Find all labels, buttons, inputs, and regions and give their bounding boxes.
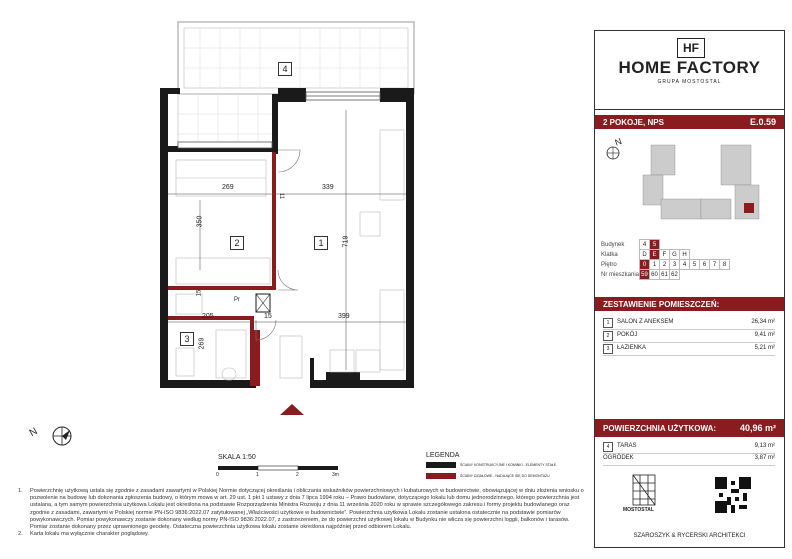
room-number-2: 2 (230, 236, 244, 250)
legend-title: LEGENDA (426, 452, 460, 459)
room-row-name: SALON Z ANEKSEM (617, 319, 674, 325)
selector-value[interactable]: 3 (670, 260, 680, 270)
contractor-name: MOSTOSTAL (623, 507, 654, 513)
extra-row-name: TARAS (617, 443, 637, 449)
selector-label: Klatka (601, 251, 618, 258)
room-row-name: POKÓJ (617, 332, 638, 338)
extra-row-area: 3,87 m² (754, 455, 775, 461)
key-plan-compass-icon (607, 147, 619, 159)
dimension-15-b: 15 (264, 313, 272, 320)
selector-label: Piętro (601, 261, 617, 268)
scale-tick-0: 0 (216, 472, 219, 478)
room-row (603, 331, 775, 343)
room-row-area: 9,41 m² (754, 332, 775, 338)
usable-area-bar (595, 419, 784, 437)
selector-label: Nr mieszkania (601, 271, 640, 278)
extra-row-name: OGRÓDEK (603, 455, 634, 461)
dimension-205: 205 (202, 313, 214, 320)
room-number-3: 3 (180, 332, 194, 346)
qr-code-icon (715, 477, 751, 513)
unit-selector (601, 239, 730, 280)
terrace-area (178, 22, 414, 146)
room-number-4: 4 (278, 62, 292, 76)
compass-icon (53, 427, 71, 445)
brand-subtitle: GRUPA MOSTOSTAL (657, 79, 722, 85)
selector-value[interactable]: D (640, 250, 650, 260)
selector-value[interactable]: 62 (671, 271, 678, 278)
scale-tick-2: 2 (296, 472, 299, 478)
brand-logo (595, 31, 784, 110)
usable-area-value: 40,96 m² (739, 423, 776, 433)
legend-item-partition: ŚCIANY DZIAŁOWE - NADAJĄCE SIĘ DO DEMONTAŻU (460, 474, 550, 478)
apartment-header (595, 115, 784, 129)
scale-title: SKALA 1:50 (218, 454, 256, 461)
extra-row-number: 4 (603, 442, 613, 452)
architect-credit: SZAROSZYK & RYCERSKI ARCHITEKCI (633, 533, 746, 539)
scale-bar (218, 466, 338, 470)
usable-area-label: POWIERZCHNIA UŻYTKOWA: (603, 424, 717, 433)
selector-value[interactable]: 4 (640, 240, 650, 250)
footnote-text: Karta lokalu ma wyłącznie charakter poglądowy. (30, 531, 149, 538)
dimension-350: 350 (196, 215, 204, 228)
dimension-339: 339 (322, 184, 334, 191)
selector-value[interactable]: 1 (650, 260, 660, 270)
extra-row (603, 442, 775, 454)
key-plan (601, 139, 779, 235)
scale-tick-3: 3m (332, 472, 339, 478)
brand-mark: HF (677, 38, 705, 58)
entrance-arrow-icon (280, 404, 304, 415)
footnote-2 (18, 531, 588, 538)
compass-label: N (27, 425, 40, 440)
dimension-719: 719 (342, 235, 350, 248)
key-plan-compass-label: N (613, 136, 624, 148)
info-panel (594, 30, 785, 548)
room-row (603, 344, 775, 356)
room-number-1: 1 (314, 236, 328, 250)
selector-row-klatka (601, 250, 730, 260)
room-row-number: 2 (603, 331, 613, 341)
apartment-type: 2 POKOJE, NPS (603, 118, 664, 127)
dimension-11: 11 (278, 192, 285, 200)
brand-name: HOME FACTORY (618, 58, 761, 77)
pr-label: Pr (234, 297, 240, 303)
footnotes (18, 488, 588, 538)
selector-value[interactable]: G (670, 250, 680, 260)
selector-row-nr (601, 270, 730, 280)
apartment-code: E.0.59 (749, 117, 776, 127)
dimension-269: 269 (222, 184, 234, 191)
selector-value[interactable]: H (680, 250, 690, 260)
room-row-number: 3 (603, 344, 613, 354)
dimension-269-b: 269 (198, 337, 206, 350)
selector-value[interactable]: 0 (640, 260, 650, 270)
dimension-399: 399 (338, 313, 350, 320)
room-row-area: 5,21 m² (754, 345, 775, 351)
extra-row-area: 9,13 m² (754, 443, 775, 449)
legend-item-structural: ŚCIANY KONSTRUKCYJNE I KOMINKI - ELEMENTY STAŁE (460, 463, 557, 467)
selector-value[interactable]: 4 (680, 260, 690, 270)
footnote-number: 2. (18, 531, 23, 538)
extra-row (603, 454, 775, 466)
selector-value[interactable]: 7 (710, 260, 720, 270)
rooms-header-label: ZESTAWIENIE POMIESZCZEŃ: (603, 300, 720, 309)
scale-tick-1: 1 (256, 472, 259, 478)
footnote-1 (18, 488, 588, 531)
footnote-text: Powierzchnię użytkową ustala się zgodnie z zasadami zawartymi w Polskiej Normie dotyczącej określania i obliczania wskaźników powierzchniowych i kubaturowych w budownictwie, obowiązującej w dniu złożenia wniosku o pozwolenie na budowę lub dokonania zgłoszenia budowy, o którym mowa w art. 29 ust. 1 pkt 1 ustawy z dnia 7 lipca 1994 roku – Prawo budowlane, dotyczącego lokalu lub domu jednorodzinnego, którego powierzchnia jest ustalana, a tym samym powierzchnia użytkowa Lokalu jest określona na podstawie Rozporządzenia Ministra Rozwoju z dnia 11 września 2020 roku w sprawie szczegółowego zakresu i formy projektu budowlanego oraz zgodnie z zasadami, zawartymi w Polskiej normie PN-ISO 9836:2022.07 zatytułowanej „Właściwości użytkowe w budownictwie”. Powierzchnia użytkowa Lokalu zostanie ustalona ostatecznie na podstawie pomiarów powykonawczych. Pomiar powykonawczy zostanie dokonany według normy PN-ISO 9836:2022.07, z zastrzeżeniem, że do powierzchni użytkowej lokalu w Budynku nie wlicza się powierzchni loggii, balkonów i tarasów. Pomiar zostanie dokonany przez uprawnionego geodetę. Ostateczna powierzchnia użytkowa lokalu zostanie określona najpóźniej przed odbiorem Lokalu. (30, 488, 584, 531)
selector-value[interactable]: 59 (641, 271, 648, 278)
room-row-number: 1 (603, 318, 613, 328)
legend-swatch-partition (426, 473, 456, 479)
room-row (603, 318, 775, 330)
selector-value[interactable]: 6 (700, 260, 710, 270)
selector-value[interactable]: 5 (690, 260, 700, 270)
furniture (176, 130, 404, 380)
selector-row-pietro (601, 260, 730, 270)
dimension-15-a: 15 (196, 289, 203, 297)
selector-value[interactable]: 5 (650, 240, 660, 250)
selector-value[interactable]: 61 (661, 271, 668, 278)
selector-value[interactable]: 60 (651, 271, 658, 278)
selector-value[interactable]: 2 (660, 260, 670, 270)
legend-swatch-structural (426, 462, 456, 468)
selector-label: Budynek (601, 241, 625, 248)
selector-value[interactable]: E (650, 250, 660, 260)
room-row-area: 26,34 m² (751, 319, 775, 325)
room-row-name: ŁAZIENKA (617, 345, 647, 351)
footnote-number: 1. (18, 488, 23, 494)
selector-value[interactable]: F (660, 250, 670, 260)
rooms-header (595, 297, 784, 311)
selector-row-budynek (601, 240, 730, 250)
selector-value[interactable]: 8 (720, 260, 730, 270)
